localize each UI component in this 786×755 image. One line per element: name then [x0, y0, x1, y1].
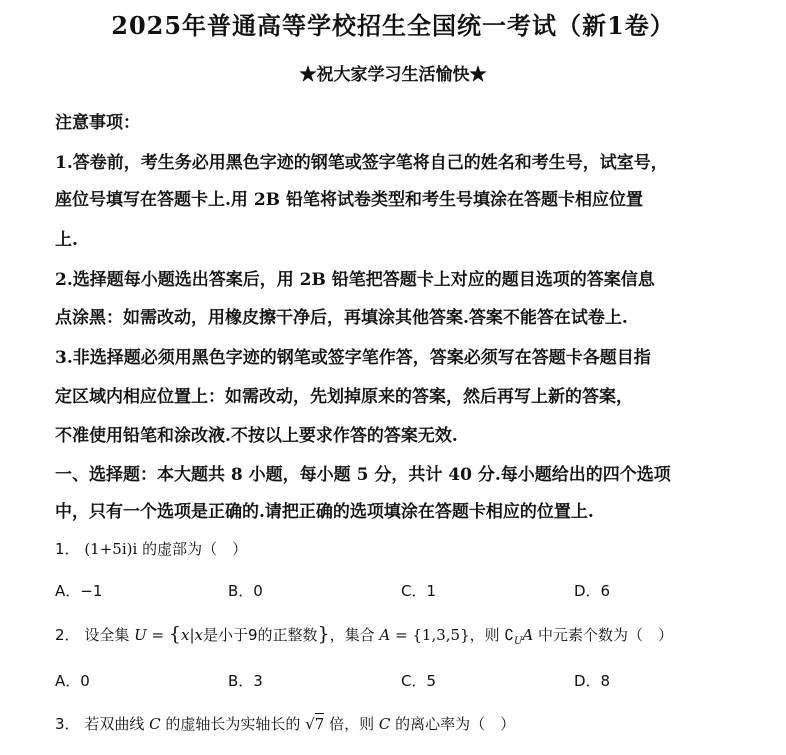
hyperbola-symbol: C	[378, 715, 391, 733]
complement-symbol: ∁	[504, 626, 514, 644]
set-a-symbol: A	[379, 626, 391, 644]
option-b: B．3	[228, 672, 263, 690]
option-d: D．8	[574, 672, 611, 690]
exam-title: 2025年普通高等学校招生全国统一考试（新1卷）	[111, 11, 675, 40]
notes-line: 定区域内相应位置上：如需改动，先划掉原来的答案，然后再写上新的答案，	[55, 387, 633, 407]
brace-close: }	[317, 623, 330, 645]
question-text: ，则	[469, 626, 500, 644]
set-bar: |	[189, 626, 195, 644]
section-heading: 中，只有一个选项是正确的.请把正确的选项填涂在答题卡相应的位置上.	[55, 502, 594, 522]
hyperbola-symbol: C	[149, 715, 161, 733]
notes-line: 座位号填写在答题卡上.用 2B 铅笔将试卷类型和考生号填涂在答题卡相应位置	[55, 190, 643, 210]
question-number: 2．	[55, 626, 80, 644]
notes-heading: 注意事项：	[55, 113, 140, 133]
option-a: A．0	[55, 672, 90, 690]
sqrt-sign: √	[305, 715, 315, 733]
question-text: 的虚轴长为实轴长的	[165, 715, 301, 733]
option-c: C．1	[401, 582, 437, 600]
notes-line: 不准使用铅笔和涂改液.不按以上要求作答的答案无效.	[55, 426, 458, 446]
brace-open: {	[168, 623, 181, 645]
option-d: D．6	[574, 582, 611, 600]
question-text: 设全集	[84, 626, 130, 644]
question-text: 的虚部为（ ）	[142, 540, 248, 558]
complex-expression: (1+5i)i	[84, 540, 138, 558]
notes-line: 上.	[55, 230, 78, 250]
question-text: 若双曲线	[84, 715, 145, 733]
option-b: B．0	[228, 582, 263, 600]
set-condition: 是小于9的正整数	[202, 626, 318, 644]
option-c: C．5	[401, 672, 437, 690]
set-a-value: = {1,3,5}	[390, 626, 470, 644]
option-a: A．−1	[55, 582, 103, 600]
notes-line: 3.非选择题必须用黑色字迹的钢笔或签字笔作答，答案必须写在答题卡各题目指	[55, 348, 651, 368]
set-a-symbol: A	[522, 626, 534, 644]
complement-subscript: U	[513, 636, 523, 647]
equals-sign: =	[146, 626, 169, 644]
section-heading: 一、选择题：本大题共 8 小题，每小题 5 分，共计 40 分.每小题给出的四个选项	[55, 465, 671, 485]
question-text: ，集合	[329, 626, 375, 644]
question-1	[55, 538, 247, 559]
set-u-symbol: U	[134, 626, 147, 644]
question-text: 倍，则	[329, 715, 375, 733]
exam-subtitle: ★祝大家学习生活愉快★	[299, 65, 487, 85]
sqrt-value: 7	[314, 715, 325, 733]
set-element-x: x	[180, 626, 190, 644]
notes-line: 点涂黑：如需改动，用橡皮擦干净后，再填涂其他答案.答案不能答在试卷上.	[55, 308, 628, 328]
question-number: 1．	[55, 540, 80, 558]
question-3	[55, 713, 515, 734]
question-number: 3．	[55, 715, 80, 733]
question-2	[55, 623, 673, 647]
notes-line: 1.答卷前，考生务必用黑色字迹的钢笔或签字笔将自己的姓名和考生号，试室号，	[55, 153, 668, 173]
question-text: 的离心率为（ ）	[395, 715, 516, 733]
set-element-x: x	[194, 626, 203, 644]
notes-line: 2.选择题每小题选出答案后，用 2B 铅笔把答题卡上对应的题目选项的答案信息	[55, 270, 655, 290]
question-text: 中元素个数为（ ）	[538, 626, 674, 644]
